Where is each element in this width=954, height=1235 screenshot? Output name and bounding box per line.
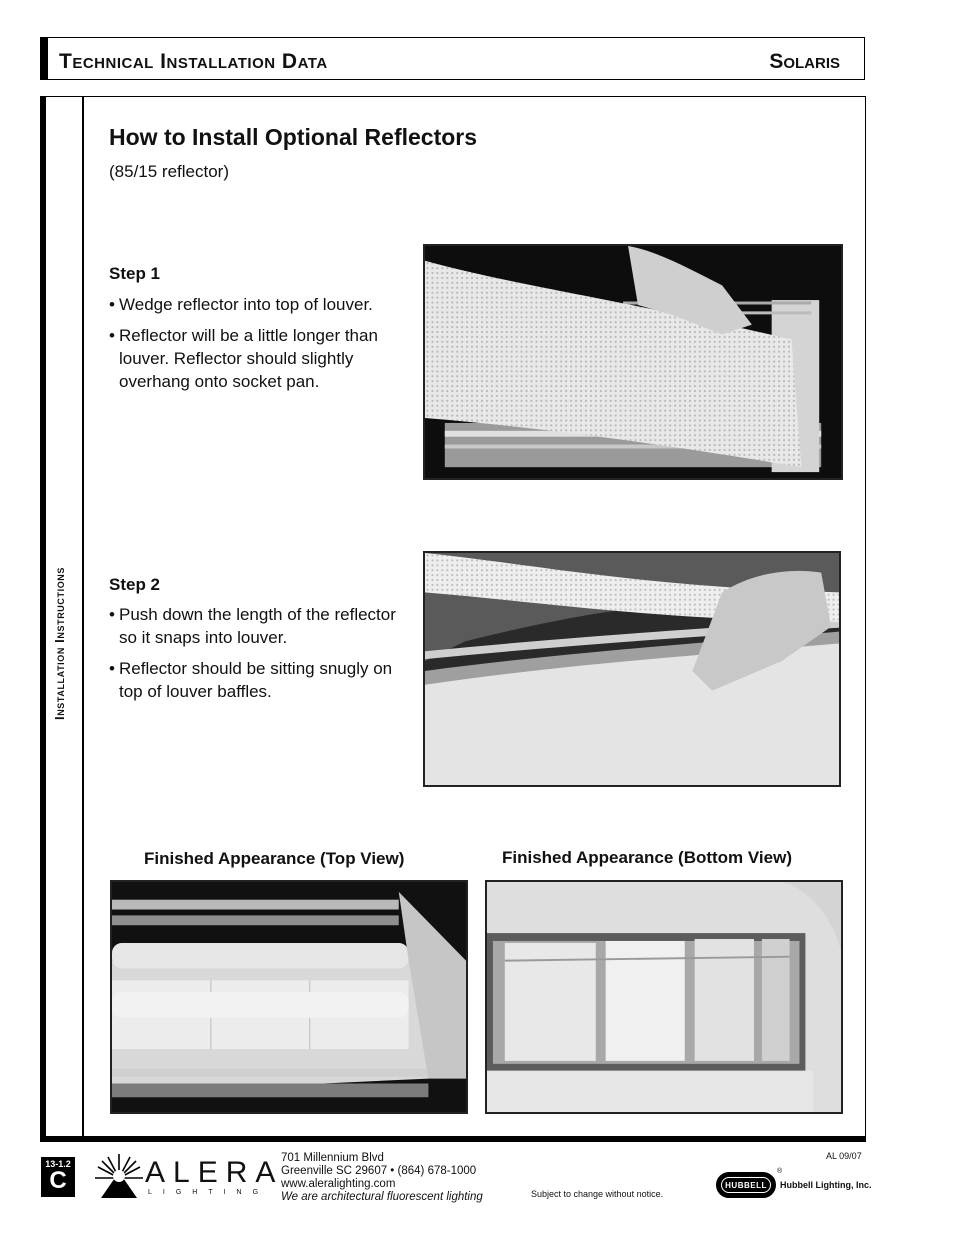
alera-brand: ALERA bbox=[145, 1156, 284, 1189]
header-bar bbox=[40, 37, 865, 80]
step-1-heading: Step 1 bbox=[109, 264, 161, 283]
hubbell-name: Hubbell Lighting, Inc. bbox=[780, 1180, 872, 1190]
page-title: How to Install Optional Reflectors bbox=[109, 124, 478, 150]
header-title: Technical Installation Data bbox=[59, 50, 328, 73]
hubbell-logo-text: HUBBELL bbox=[721, 1177, 771, 1193]
section-badge bbox=[41, 1157, 75, 1197]
finished-bottom-caption: Finished Appearance (Bottom View) bbox=[502, 848, 792, 867]
step-1-bullets bbox=[109, 293, 379, 401]
finished-top-photo bbox=[110, 880, 468, 1114]
address-line-1: 701 Millennium Blvd bbox=[281, 1152, 384, 1164]
step-1-bullet: • Wedge reflector into top of louver. bbox=[109, 293, 379, 316]
frame-left-bar bbox=[41, 97, 46, 1141]
alera-logo bbox=[93, 1152, 284, 1200]
page-code: 13-1.2 bbox=[45, 1159, 71, 1169]
alera-brand-sub: LIGHTING bbox=[148, 1189, 270, 1196]
frame-divider bbox=[82, 97, 84, 1141]
section-side-label: Installation Instructions bbox=[52, 567, 67, 720]
finished-top-caption: Finished Appearance (Top View) bbox=[144, 849, 405, 868]
page-subtitle: (85/15 reflector) bbox=[109, 162, 229, 181]
step-2-bullet: • Push down the length of the reflector so it snaps into louver. bbox=[109, 603, 399, 649]
footer-address bbox=[281, 1152, 483, 1204]
step-2-photo bbox=[423, 551, 841, 787]
tagline: We are architectural fluorescent lighting bbox=[281, 1191, 483, 1203]
address-line-2: Greenville SC 29607 • (864) 678-1000 bbox=[281, 1165, 477, 1177]
hubbell-logo bbox=[716, 1172, 776, 1198]
frame-bottom-bar bbox=[41, 1136, 865, 1141]
header-product: Solaris bbox=[769, 50, 840, 73]
website-link[interactable]: www.aleralighting.com bbox=[281, 1178, 396, 1190]
document-code: AL 09/07 bbox=[826, 1151, 862, 1161]
registered-mark-icon: ® bbox=[777, 1168, 783, 1175]
change-notice: Subject to change without notice. bbox=[531, 1189, 664, 1199]
step-1-photo bbox=[423, 244, 843, 480]
section-letter: C bbox=[49, 1167, 67, 1194]
header-edge bbox=[41, 38, 48, 79]
step-2-heading: Step 2 bbox=[109, 575, 161, 594]
finished-bottom-photo bbox=[485, 880, 843, 1114]
step-2-bullet: • Reflector should be sitting snugly on top of louver baffles. bbox=[109, 657, 399, 703]
step-2-bullets bbox=[109, 603, 399, 711]
alera-sunburst-icon bbox=[93, 1152, 145, 1200]
step-1-bullet: • Reflector will be a little longer than louver. Reflector should slightly overhang onto socket pan. bbox=[109, 324, 379, 393]
